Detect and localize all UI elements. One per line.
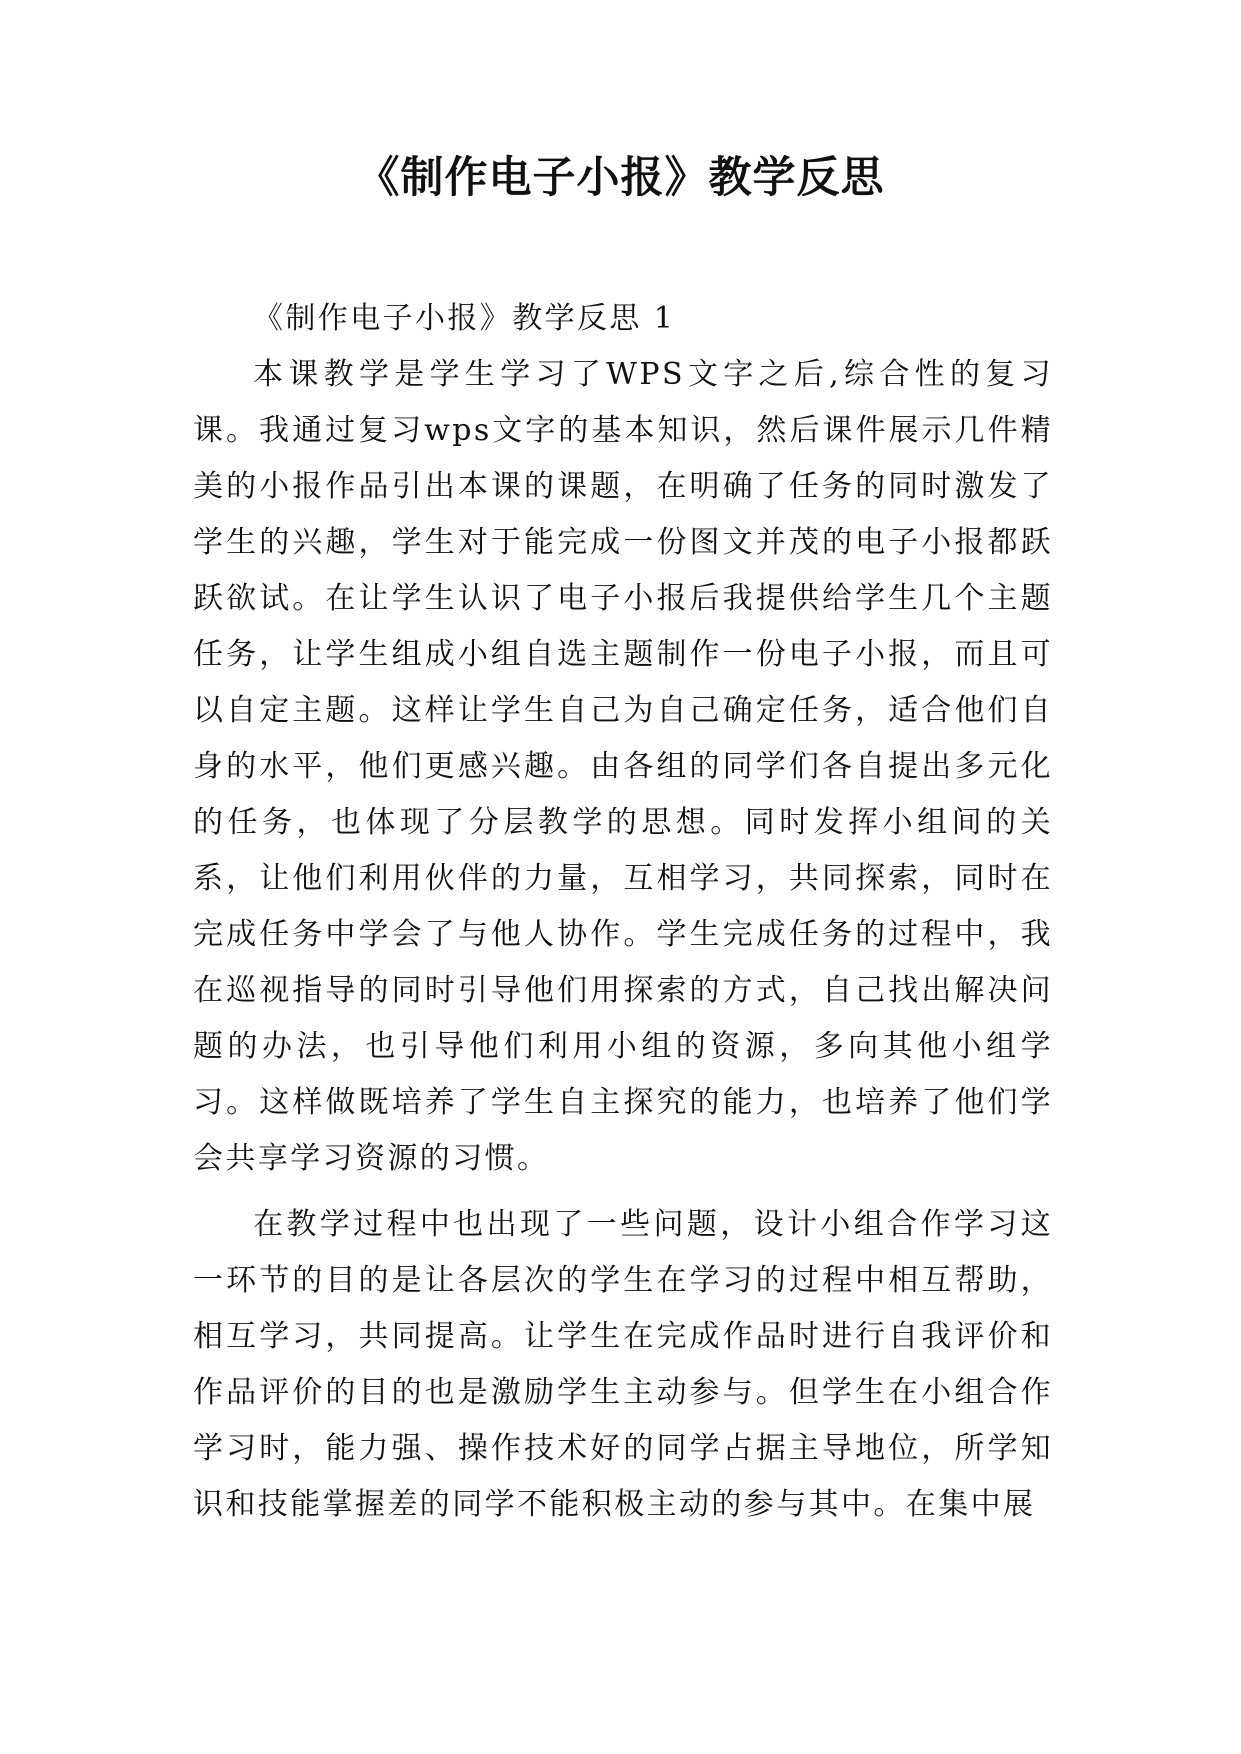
document-body <box>193 291 1053 1533</box>
section-heading: 《制作电子小报》教学反思 1 <box>253 301 676 336</box>
body-paragraph-1: 本课教学是学生学习了WPS文字之后,综合性的复习课。我通过复习wps文字的基本知识，然后课件展示几件精美的小报作品引出本课的课题，在明确了任务的同时激发了学生的兴趣，学生对于能完成一份图文并茂的电子小报都跃跃欲试。在让学生认识了电子小报后我提供给学生几个主题任务，让学生组成小组自选主题制作一份电子小报，而且可以自定主题。这样让学生自己为自己确定任务，适合他们自身的水平，他们更感兴趣。由各组的同学们各自提出多元化的任务，也体现了分层教学的思想。同时发挥小组间的关系，让他们利用伙伴的力量，互相学习，共同探索，同时在完成任务中学会了与他人协作。学生完成任务的过程中，我在巡视指导的同时引导他们用探索的方式，自己找出解决问题的办法，也引导他们利用小组的资源，多向其他小组学习。这样做既培养了学生自主探究的能力，也培养了他们学会共享学习资源的习惯。 <box>193 357 1053 1176</box>
body-paragraph-2: 在教学过程中也出现了一些问题，设计小组合作学习这一环节的目的是让各层次的学生在学习的过程中相互帮助，相互学习，共同提高。让学生在完成作品时进行自我评价和作品评价的目的也是激励学生主动参与。但学生在小组合作学习时，能力强、操作技术好的同学占据主导地位，所学知识和技能掌握差的同学不能积极主动的参与其中。在集中展 <box>193 1207 1053 1522</box>
document-title: 《制作电子小报》教学反思 <box>356 153 885 203</box>
